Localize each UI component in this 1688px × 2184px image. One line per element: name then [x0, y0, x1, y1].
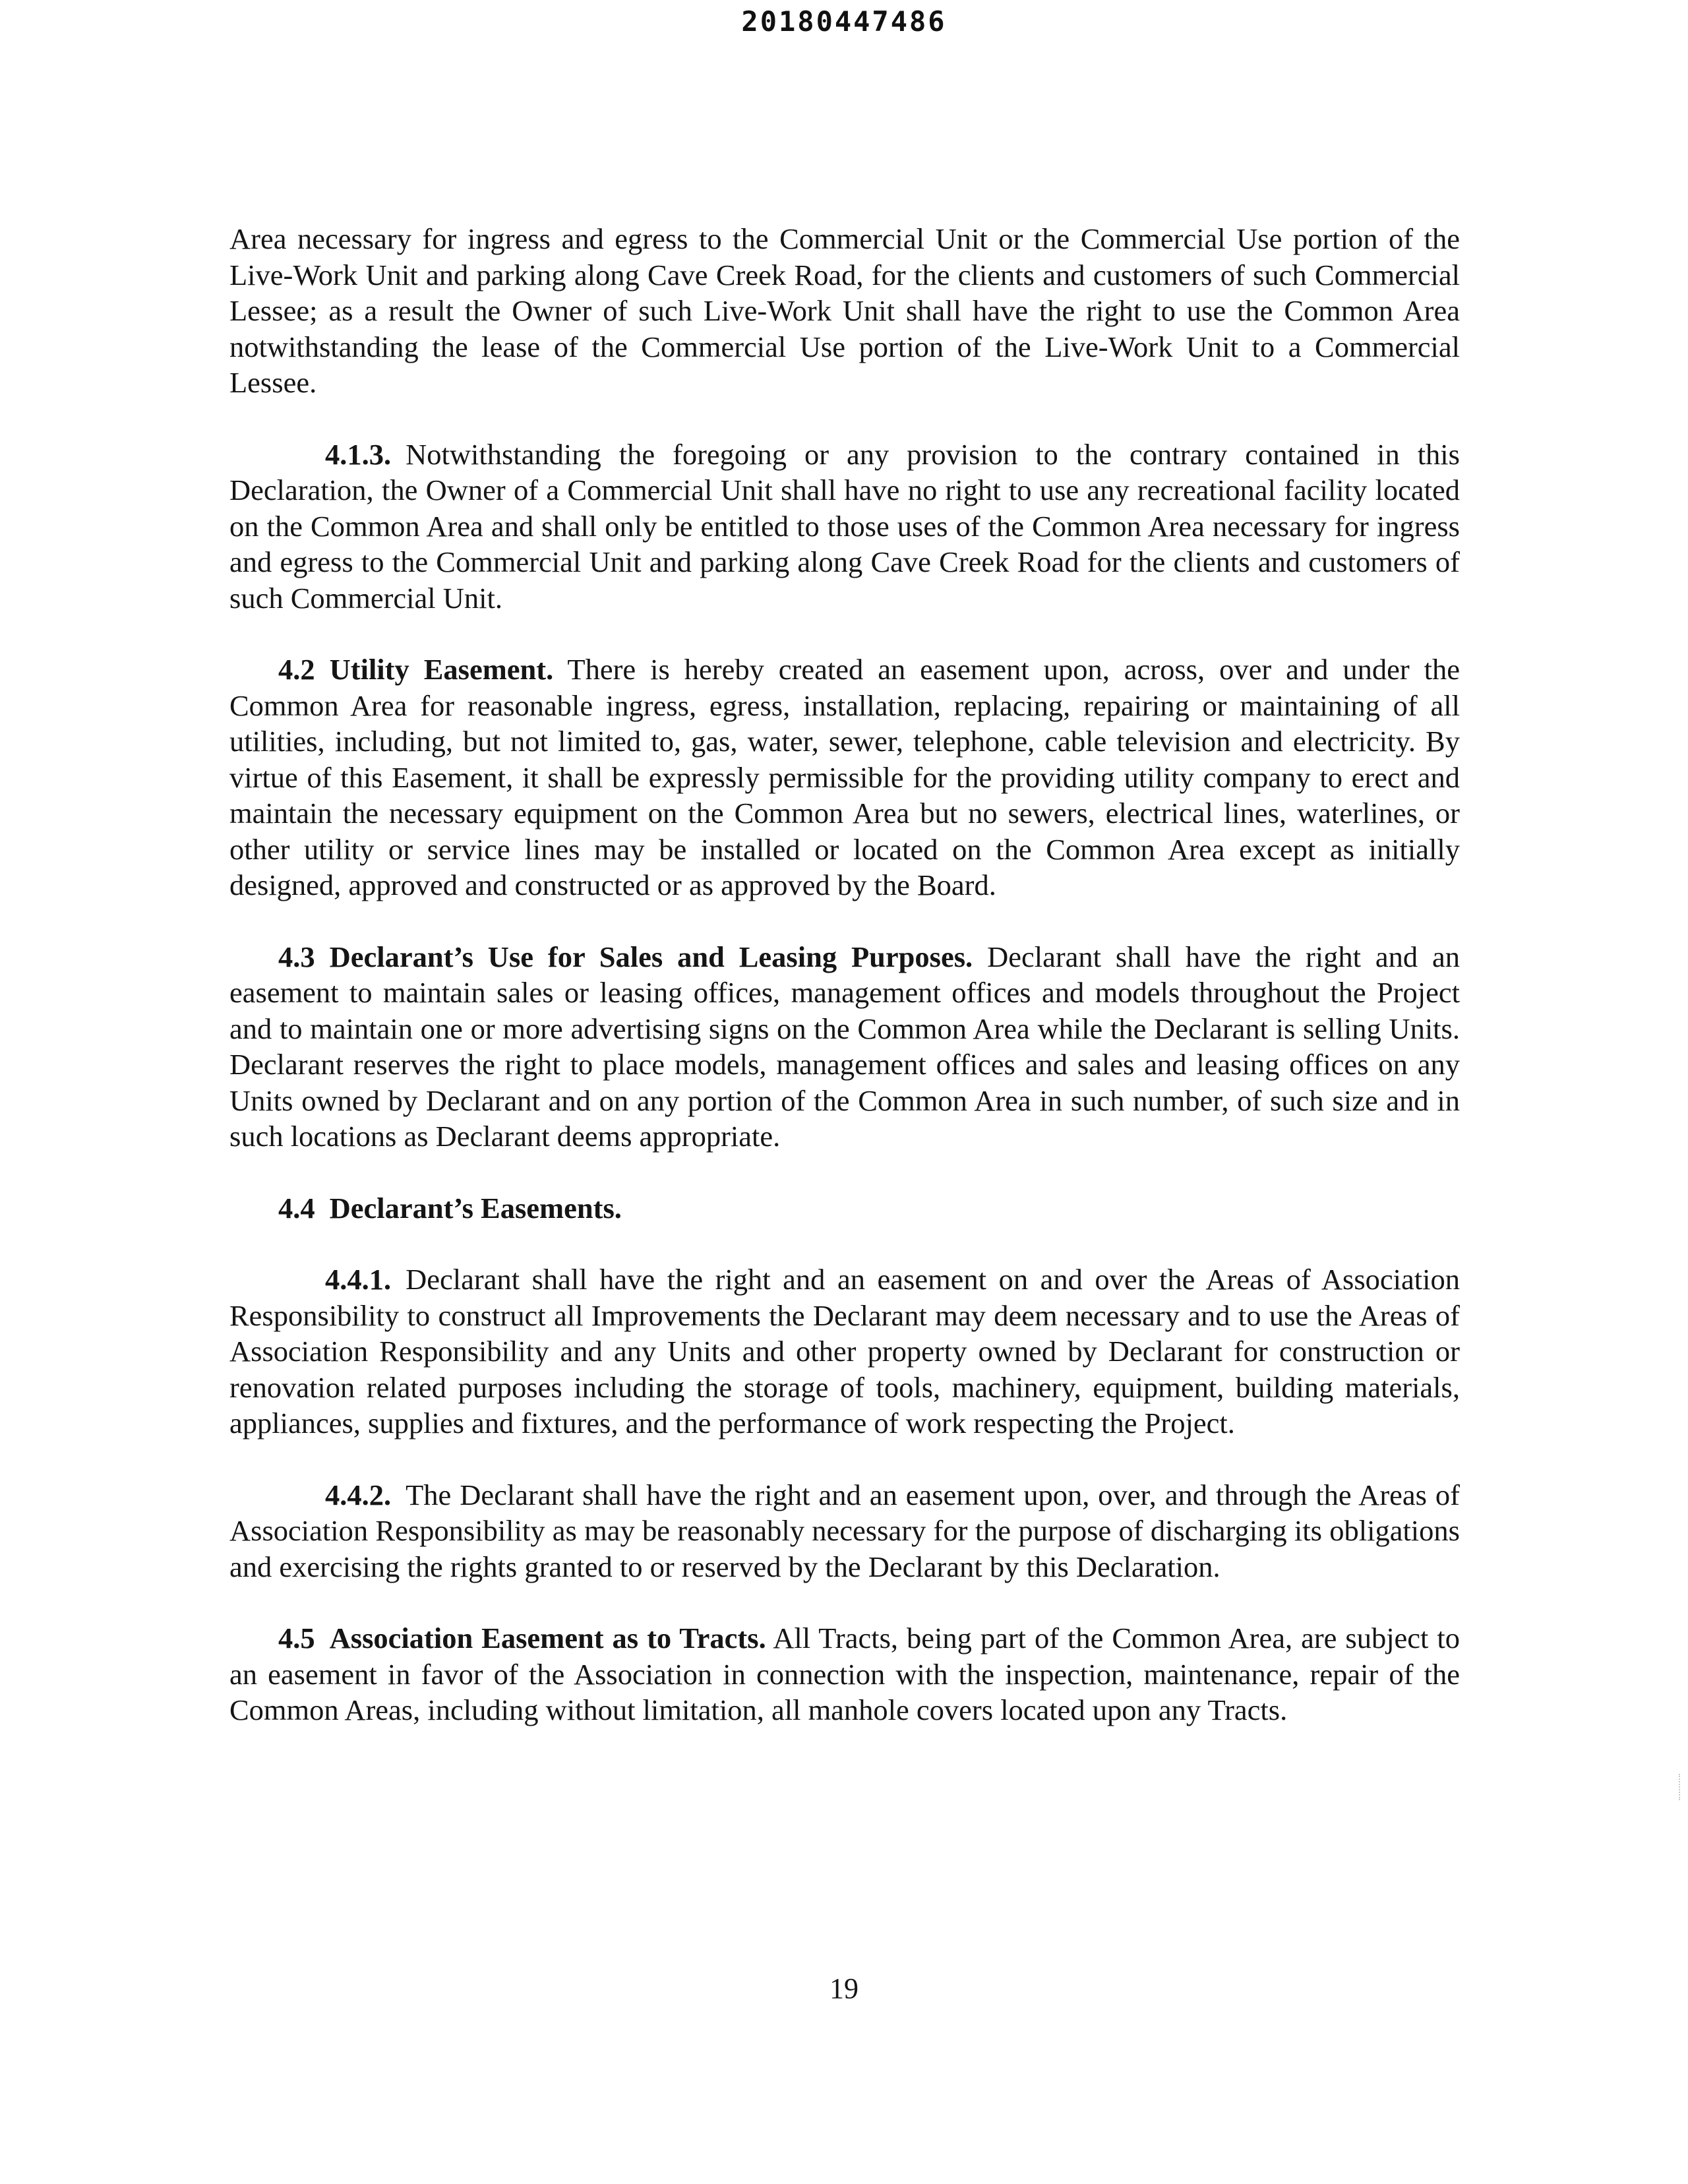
section-text: The Declarant shall have the right and an easement upon, over, and through the Areas of Association Responsibility as may be reasonably necessary for the purpose of discharging its obligations and exercising the rights granted to or reserved by the Declarant by this Declaration. [229, 1478, 1460, 1583]
section-number: 4.1.3. [325, 437, 392, 471]
section-title: Utility Easement. [329, 653, 554, 686]
paragraph-text: Area necessary for ingress and egress to the Commercial Unit or the Commercial Use portion of the Live-Work Unit and parking along Cave Creek Road, for the clients and customers of such Commercial Lessee; as a result the Owner of such Live-Work Unit shall have the right to use the Common Area notwithstanding the lease of the Commercial Use portion of the Live-Work Unit to a Commercial Lessee. [229, 222, 1460, 399]
section-number: 4.3 [278, 940, 315, 973]
section-text: All Tracts, being part of the Common Area, are subject to an easement in favor of the Association in connection with the inspection, maintenance, repair of the Common Areas, including without limitation, all manhole covers located upon any Tracts. [229, 1622, 1461, 1726]
section-4-4-heading [229, 1190, 1460, 1227]
section-4-5 [229, 1620, 1460, 1728]
page-number: 19 [829, 1972, 859, 2005]
section-number: 4.4.1. [325, 1263, 392, 1296]
section-4-2 [229, 652, 1460, 903]
section-title: Declarant’s Use for Sales and Leasing Purposes. [329, 940, 973, 973]
section-text: Declarant shall have the right and an easement to maintain sales or leasing offices, management offices and models throughout the Project and to maintain one or more advertising signs on the Common Area while the Declarant is selling Units. Declarant reserves the right to place models, management offices and sales and leasing offices on any Units owned by Declarant and on any portion of the Common Area in such number, of such size and in such locations as Declarant deems appropriate. [229, 940, 1461, 1153]
section-4-3 [229, 939, 1460, 1155]
section-number: 4.5 [278, 1622, 315, 1654]
section-4-1-3 [229, 437, 1460, 617]
section-number: 4.4 [278, 1191, 315, 1225]
section-text: Declarant shall have the right and an easement on and over the Areas of Association Responsibility to construct all Improvements the Declarant may deem necessary and to use the Areas of Association Responsibility and any Units and other property owned by Declarant for construction or renovation related purposes including the storage of tools, machinery, equipment, building materials, appliances, supplies and fixtures, and the performance of work respecting the Project. [229, 1263, 1460, 1440]
section-number: 4.2 [278, 653, 315, 686]
section-4-4-1 [229, 1261, 1460, 1441]
paragraph-continuation [229, 221, 1460, 401]
document-body [229, 221, 1460, 1764]
scan-edge-mark [1679, 1774, 1683, 1800]
section-text: There is hereby created an easement upon, across, over and under the Common Area for reasonable ingress, egress, installation, replacing, repairing or maintaining of all utilities, including, but not limited to, gas, water, sewer, telephone, cable television and electricity. By virtue of this Easement, it shall be expressly permissible for the providing utility company to erect and maintain the necessary equipment on the Common Area but no sewers, electrical lines, waterlines, or other utility or service lines may be installed or located on the Common Area except as initially designed, approved and constructed or as approved by the Board. [229, 653, 1460, 901]
section-title: Association Easement as to Tracts. [329, 1622, 766, 1654]
section-title: Declarant’s Easements. [329, 1191, 622, 1225]
section-text: Notwithstanding the foregoing or any provision to the contrary contained in this Declaration, the Owner of a Commercial Unit shall have no right to use any recreational facility located on the Common Area and shall only be entitled to those uses of the Common Area necessary for ingress and egress to the Commercial Unit and parking along Cave Creek Road for the clients and customers of such Commercial Unit. [229, 437, 1460, 615]
section-4-4-2 [229, 1477, 1460, 1585]
document-number: 20180447486 [741, 5, 947, 38]
section-number: 4.4.2. [325, 1478, 392, 1511]
